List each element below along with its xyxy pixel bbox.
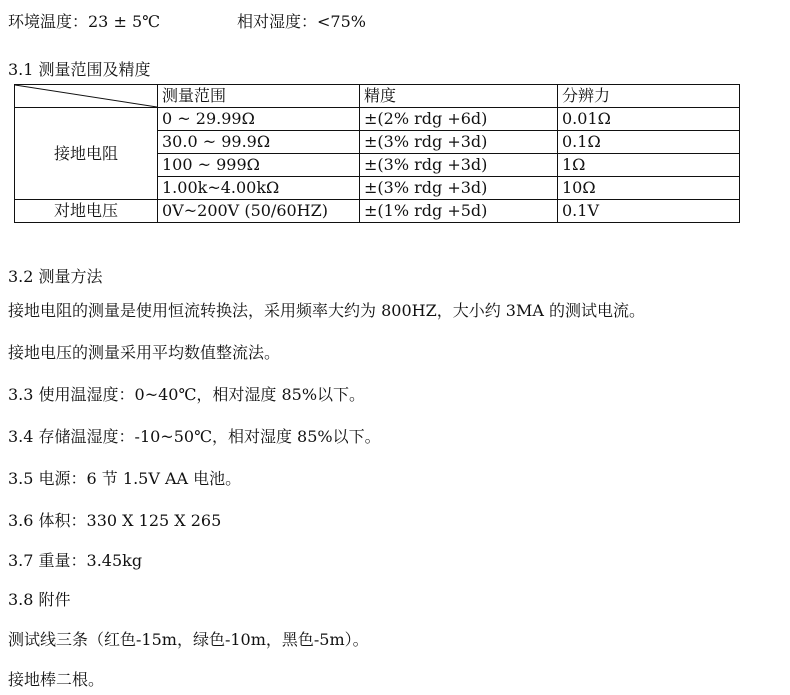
cell-accuracy: ±(3% rdg +3d): [360, 131, 558, 154]
env-temperature: 环境温度：23 ± 5℃: [8, 12, 161, 31]
category-ground-voltage: 对地电压: [15, 200, 158, 223]
section-3-1-title: 3.1 测量范围及精度: [8, 60, 151, 79]
cell-accuracy: ±(1% rdg +5d): [360, 200, 558, 223]
cell-resolution: 0.01Ω: [558, 108, 740, 131]
cell-resolution: 0.1V: [558, 200, 740, 223]
section-3-2-paragraph-1: 接地电阻的测量是使用恒流转换法，采用频率大约为 800HZ，大小约 3MA 的测试电流。: [8, 301, 645, 320]
header-accuracy: 精度: [360, 85, 558, 108]
section-3-4-storage-conditions: 3.4 存储温湿度：-10~50℃，相对湿度 85%以下。: [8, 427, 381, 446]
header-resolution: 分辨力: [558, 85, 740, 108]
section-3-6-dimensions: 3.6 体积：330 X 125 X 265: [8, 511, 222, 530]
env-humidity: 相对湿度：<75%: [237, 12, 366, 31]
table-row: [15, 200, 740, 223]
cell-accuracy: ±(3% rdg +3d): [360, 177, 558, 200]
header-range: 测量范围: [158, 85, 360, 108]
cell-resolution: 1Ω: [558, 154, 740, 177]
accessory-ground-rods: 接地棒二根。: [8, 670, 105, 689]
section-3-7-weight: 3.7 重量：3.45kg: [8, 551, 143, 570]
section-3-3-operating-conditions: 3.3 使用温湿度：0~40℃，相对湿度 85%以下。: [8, 385, 366, 404]
cell-resolution: 0.1Ω: [558, 131, 740, 154]
diagonal-divider: [15, 85, 157, 107]
table-header-row: [15, 85, 740, 108]
cell-range: 100 ~ 999Ω: [158, 154, 360, 177]
section-3-5-power: 3.5 电源：6 节 1.5V AA 电池。: [8, 469, 242, 488]
accessory-test-leads: 测试线三条（红色-15m，绿色-10m，黑色-5m）。: [8, 630, 369, 649]
header-corner-cell: [15, 85, 158, 108]
section-3-8-title: 3.8 附件: [8, 590, 71, 609]
category-ground-resistance: 接地电阻: [15, 108, 158, 200]
cell-accuracy: ±(3% rdg +3d): [360, 154, 558, 177]
cell-range: 0V~200V (50/60HZ): [158, 200, 360, 223]
section-3-2-title: 3.2 测量方法: [8, 267, 103, 286]
cell-resolution: 10Ω: [558, 177, 740, 200]
cell-range: 0 ~ 29.99Ω: [158, 108, 360, 131]
cell-range: 30.0 ~ 99.9Ω: [158, 131, 360, 154]
cell-accuracy: ±(2% rdg +6d): [360, 108, 558, 131]
table-row: [15, 108, 740, 131]
cell-range: 1.00k~4.00kΩ: [158, 177, 360, 200]
spec-table: [14, 84, 740, 223]
section-3-2-paragraph-2: 接地电压的测量采用平均数值整流法。: [8, 343, 281, 362]
